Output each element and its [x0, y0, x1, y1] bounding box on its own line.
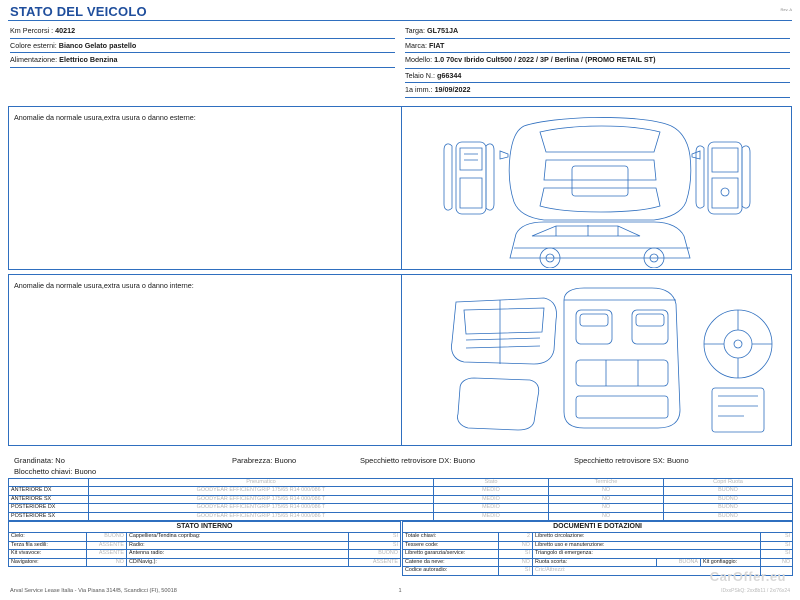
table-row-header [403, 522, 793, 533]
doc-label: Totale chiavi: [403, 533, 499, 542]
interior-label: Radio: [127, 541, 349, 550]
footer-reference: IDxxPSkQ: 2xx8b11 / 2x/76x24 [721, 588, 790, 594]
doc-value: NO [499, 558, 533, 567]
interior-label: Cielo: [9, 533, 87, 542]
doc-label: Catene da neve: [403, 558, 499, 567]
tyre-model: GOODYEAR EFFICIENTGRIP 175/65 R14 000/086 T [89, 504, 434, 512]
watermark-text: CarOffer.eu [709, 569, 786, 584]
doc-label: Ruota scorta: [533, 558, 657, 567]
doc-label: Cric/Attrezzi: [533, 567, 761, 576]
tyre-pos: POSTERIORE DX [9, 504, 89, 512]
value-targa: GL751JA [426, 26, 459, 35]
exterior-diagram [404, 108, 790, 268]
table-row [9, 487, 793, 495]
interior-value: BUONO [349, 550, 401, 559]
tyres-col-copriruota: Copri Ruota [664, 479, 793, 487]
tyre-cover: BUONO [664, 487, 793, 495]
value-marca: FIAT [428, 40, 445, 50]
interior-label: Terza fila sedili: [9, 541, 87, 550]
label-marca: Marca: [405, 40, 427, 50]
tyre-state: MEDIO [434, 512, 549, 520]
info-row-alimentazione [10, 53, 395, 68]
doc-label: Tessere code: [403, 541, 499, 550]
tyre-pos: ANTERIORE SX [9, 495, 89, 503]
interior-value: SI [349, 541, 401, 550]
interior-diagram [404, 276, 790, 444]
table-row-header [9, 522, 401, 533]
tyre-cover: BUONO [664, 495, 793, 503]
table-row [403, 541, 793, 550]
label-telaio: Telaio N.: [405, 70, 435, 80]
tyres-table [8, 478, 792, 521]
info-row-immatricolazione [405, 83, 790, 98]
tyre-model: GOODYEAR EFFICIENTGRIP 175/65 R14 000/086 T [89, 487, 434, 495]
table-row [9, 533, 401, 542]
doc-label: Libretto uso e manutenzione: [533, 541, 761, 550]
doc-value: SI [761, 541, 793, 550]
table-row [9, 504, 793, 512]
table-row [403, 533, 793, 542]
info-row-km [10, 24, 395, 39]
label-targa: Targa: [405, 26, 425, 35]
table-row [9, 512, 793, 520]
tyre-thermal: NO [549, 495, 664, 503]
footer-company: Arval Service Lease Italia - Via Pisana 314/B, Scandicci (FI), 50018 [10, 588, 177, 594]
info-row-colore [10, 39, 395, 54]
condition-grandinata: Grandinata: No [14, 456, 65, 465]
tyre-cover: BUONO [664, 504, 793, 512]
tyre-pos: ANTERIORE DX [9, 487, 89, 495]
doc-value: SI [761, 533, 793, 542]
table-row [403, 558, 793, 567]
condition-specchietto-dx: Specchietto retrovisore DX: Buono [360, 456, 476, 465]
revision-label: Rev. A [780, 7, 792, 12]
tyre-thermal: NO [549, 504, 664, 512]
internal-damage-label: Anomalie da normale usura,extra usura o danno interne: [14, 281, 194, 290]
doc-value: SI [761, 550, 793, 559]
interior-value: SI [349, 533, 401, 542]
doc-value: BUONA [657, 558, 701, 567]
doc-value: 2 [499, 533, 533, 542]
external-damage-divider [401, 106, 402, 270]
documents-table [402, 521, 792, 576]
table-row [9, 541, 401, 550]
interior-label: CD/Navig.): [127, 558, 349, 567]
tyre-pos: POSTERIORE SX [9, 512, 89, 520]
doc-label: Kit gonfiaggio: [701, 558, 761, 567]
info-row-telaio [405, 69, 790, 84]
interior-title: STATO INTERNO [9, 522, 401, 533]
doc-value: SI [499, 567, 533, 576]
label-modello: Modello: [405, 55, 433, 64]
condition-parabrezza: Parabrezza: Buono [232, 456, 297, 465]
table-row [403, 550, 793, 559]
label-km: Km Percorsi : [10, 26, 54, 35]
doc-value: SI [499, 550, 533, 559]
interior-label: Antenna radio: [127, 550, 349, 559]
tyres-col-empty [9, 479, 89, 487]
vehicle-info-right [405, 24, 790, 98]
value-colore: Bianco Gelato pastello [58, 40, 137, 50]
tyre-thermal: NO [549, 512, 664, 520]
vehicle-info-left [10, 24, 395, 68]
interior-value: ASSENTE [87, 550, 127, 559]
info-row-modello [405, 53, 790, 69]
condition-specchietto-sx: Specchietto retrovisore SX: Buono [574, 456, 689, 465]
table-row [9, 550, 401, 559]
label-immatricolazione: 1a imm.: [405, 85, 433, 94]
info-row-marca [405, 39, 790, 54]
table-row [9, 558, 401, 567]
doc-label: Triangolo di emergenza: [533, 550, 761, 559]
value-immatricolazione: 19/09/2022 [434, 85, 471, 94]
tyres-col-stato: Stato [434, 479, 549, 487]
interior-label: Cappelliera/Tendina copribag: [127, 533, 349, 542]
internal-damage-divider [401, 274, 402, 446]
info-row-targa [405, 24, 790, 39]
footer-page-number: 1 [398, 588, 402, 594]
doc-label: Libretto circolazione: [533, 533, 761, 542]
external-damage-label: Anomalie da normale usura,extra usura o danno esterne: [14, 113, 196, 122]
interior-value: NO [87, 558, 127, 567]
table-row-header [9, 479, 793, 487]
doc-label: Codice autoradio: [403, 567, 499, 576]
tyre-model: GOODYEAR EFFICIENTGRIP 175/65 R14 000/086 T [89, 495, 434, 503]
documents-title: DOCUMENTI E DOTAZIONI [403, 522, 793, 533]
condition-blocchetto-chiavi: Blocchetto chiavi: Buono [14, 467, 97, 476]
tyres-col-termiche: Termiche [549, 479, 664, 487]
label-colore: Colore esterni: [10, 40, 57, 50]
table-row [9, 495, 793, 503]
doc-label: Libretto garanzia/service: [403, 550, 499, 559]
tyre-state: MEDIO [434, 495, 549, 503]
interior-status-table [8, 521, 400, 567]
interior-label: Navigatore: [9, 558, 87, 567]
tyre-state: MEDIO [434, 504, 549, 512]
value-modello: 1.0 70cv Ibrido Cult500 / 2022 / 3P / Berlina / (PROMO RETAIL ST) [434, 55, 656, 64]
tyre-model: GOODYEAR EFFICIENTGRIP 175/65 R14 000/086 T [89, 512, 434, 520]
interior-value: BUONO [87, 533, 127, 542]
value-telaio: g66344 [436, 70, 462, 80]
tyre-thermal: NO [549, 487, 664, 495]
interior-value: ASSENTE [349, 558, 401, 567]
page-title: STATO DEL VEICOLO [10, 4, 147, 19]
value-alimentazione: Elettrico Benzina [59, 55, 118, 64]
tyre-state: MEDIO [434, 487, 549, 495]
doc-value: NO [499, 541, 533, 550]
doc-value: NO [761, 558, 793, 567]
interior-label: Kit vivavoce: [9, 550, 87, 559]
header-divider [8, 20, 792, 21]
label-alimentazione: Alimentazione: [10, 55, 58, 64]
interior-value: ASSENTE [87, 541, 127, 550]
tyre-cover: BUONO [664, 512, 793, 520]
tyres-col-pneumatico: Pneumatico [89, 479, 434, 487]
value-km: 40212 [55, 26, 76, 35]
watermark-logo [710, 569, 786, 584]
